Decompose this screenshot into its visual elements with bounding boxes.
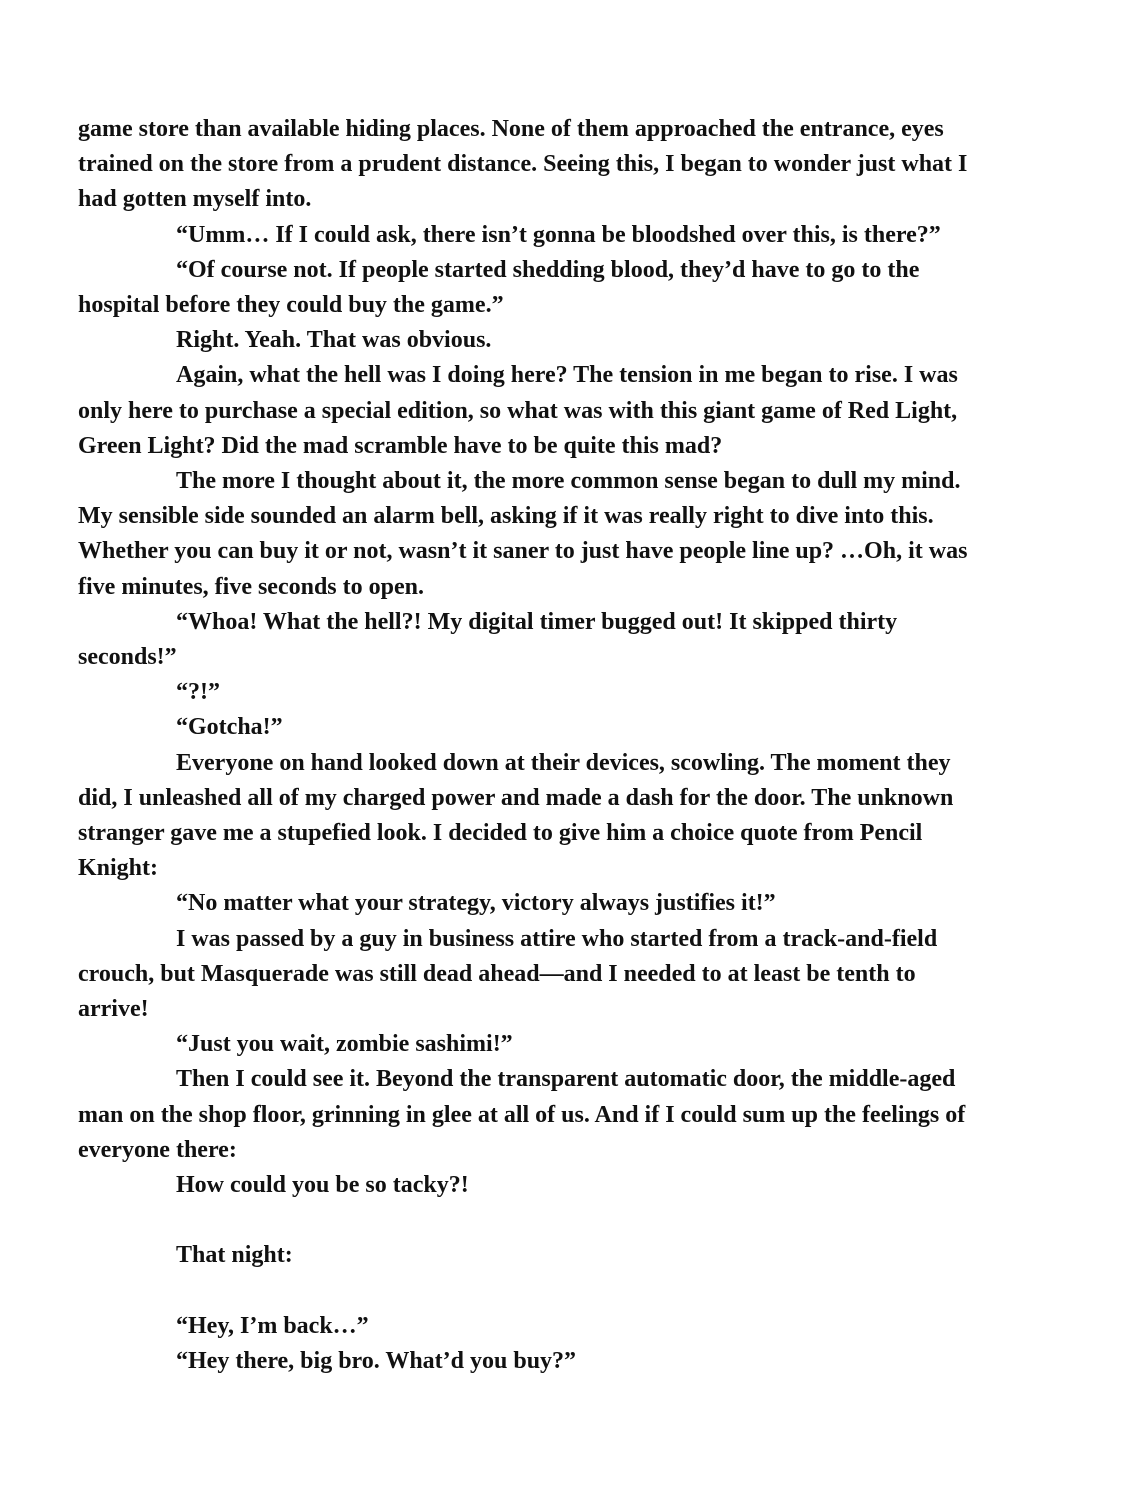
book-page (78, 112, 988, 1379)
paragraph-store-entrance: game store than available hiding places. None of them approached the entrance, eyes trained on the store from a prudent distance. Seeing this, I began to wonder just what I had gotten myself into. (78, 116, 968, 213)
paragraph-gotcha: “Gotcha!” (176, 714, 283, 741)
blank-line (78, 1203, 988, 1238)
paragraph-hospital-answer: “Of course not. If people started shedding blood, they’d have to go to the hospital before they could buy the game.” (78, 256, 920, 319)
paragraph-passed: I was passed by a guy in business attire who started from a track-and-field crouch, but Masquerade was still dead ahead—and I needed to at least be tenth to arrive! (78, 925, 938, 1023)
paragraph-that-night: That night: (176, 1242, 293, 1269)
paragraph-quote: “No matter what your strategy, victory always justifies it!” (176, 890, 776, 917)
paragraph-zombie-sashimi: “Just you wait, zombie sashimi!” (176, 1031, 513, 1058)
paragraph-tacky: How could you be so tacky?! (176, 1172, 469, 1199)
paragraph-im-back: “Hey, I’m back…” (176, 1312, 369, 1339)
paragraph-tension: Again, what the hell was I doing here? The tension in me began to rise. I was only here to purchase a special edition, so what was with this giant game of Red Light, Green Light? Did the mad scramble have to be quite this mad? (78, 362, 958, 459)
paragraph-dash: Everyone on hand looked down at their devices, scowling. The moment they did, I unleashed all of my charged power and made a dash for the door. The unknown stranger gave me a stupefied look. I decided to give him a choice quote from Pencil Knight: (78, 749, 954, 882)
paragraph-common-sense: The more I thought about it, the more common sense began to dull my mind. My sensible side sounded an alarm bell, asking if it was really right to dive into this. Whether you can buy it or not, wasn’t it saner to just have people line up? …Oh, it was five minutes, five seconds to open. (78, 468, 968, 600)
blank-line (78, 1274, 988, 1309)
paragraph-automatic-door: Then I could see it. Beyond the transparent automatic door, the middle-aged man on the shop floor, grinning in glee at all of us. And if I could sum up the feelings of everyone there: (78, 1066, 966, 1163)
paragraph-timer: “Whoa! What the hell?! My digital timer bugged out! It skipped thirty seconds!” (78, 608, 898, 671)
paragraph-what-did-you-buy: “Hey there, big bro. What’d you buy?” (176, 1348, 577, 1375)
paragraph-bloodshed-question: “Umm… If I could ask, there isn’t gonna be bloodshed over this, is there?” (176, 221, 941, 248)
paragraph-interrobang: “?!” (176, 679, 220, 706)
paragraph-obvious: Right. Yeah. That was obvious. (176, 327, 492, 354)
